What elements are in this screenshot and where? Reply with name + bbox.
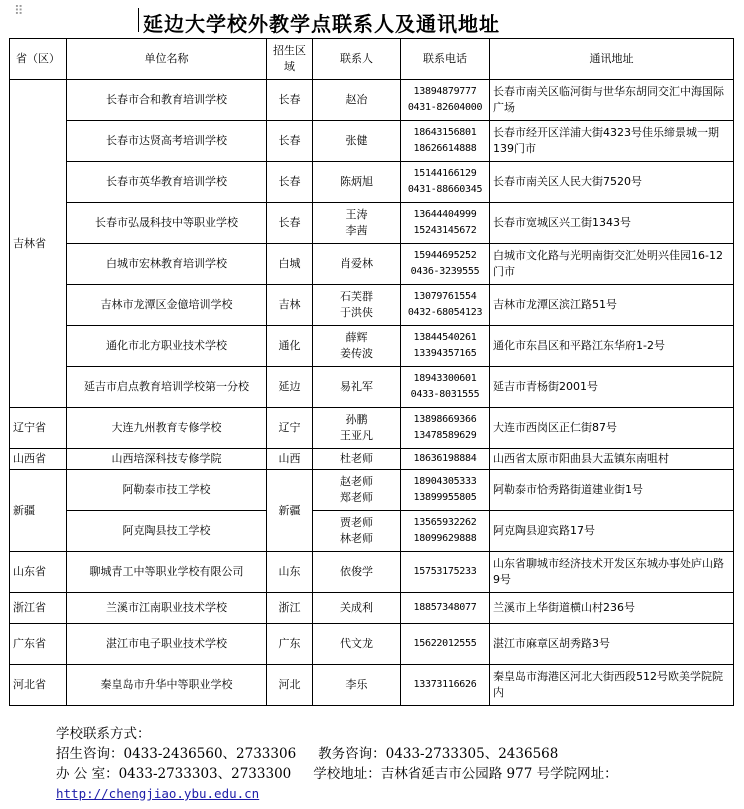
address-cell: 长春市南关区人民大街7520号 [490, 162, 734, 203]
phone-cell [401, 121, 490, 162]
academic-phone: 教务咨询：0433-2733305、2436568 [318, 746, 559, 762]
contact-cell [313, 162, 401, 203]
unit-name-cell: 阿勒泰市技工学校 [67, 470, 267, 511]
province-cell: 辽宁省 [10, 408, 67, 449]
phone-number: 0433-8031555 [410, 389, 480, 400]
phone-number: 15243145672 [413, 225, 477, 236]
phone-cell [401, 203, 490, 244]
area-cell: 白城 [267, 244, 313, 285]
phone-number: 15753175233 [413, 566, 477, 577]
contact-name: 赵老师 [340, 475, 373, 488]
area-cell: 吉林 [267, 285, 313, 326]
phone-cell [401, 244, 490, 285]
phone-number: 15944695252 [413, 250, 477, 261]
area-cell: 广东 [267, 624, 313, 665]
unit-name-cell: 长春市达贤高考培训学校 [67, 121, 267, 162]
address-cell: 山西省太原市阳曲县大盂镇东南咀村 [490, 449, 734, 470]
province-cell: 吉林省 [10, 80, 67, 408]
page-title: 延边大学校外教学点联系人及通讯地址 [143, 12, 500, 36]
text-cursor [138, 8, 139, 32]
area-cell: 长春 [267, 121, 313, 162]
area-cell: 新疆 [267, 470, 313, 552]
unit-name-cell: 长春市弘晟科技中等职业学校 [67, 203, 267, 244]
phone-number: 18857348077 [413, 602, 477, 613]
table-row [10, 449, 734, 470]
school-contact-footer [56, 724, 618, 804]
phone-number: 18643156801 [413, 127, 477, 138]
table-row [10, 511, 734, 552]
contact-cell [313, 80, 401, 121]
table-row [10, 552, 734, 593]
phone-cell [401, 449, 490, 470]
province-cell: 广东省 [10, 624, 67, 665]
address-cell: 长春市经开区洋浦大街4323号佳乐缔景城一期139门市 [490, 121, 734, 162]
table-row [10, 367, 734, 408]
table-row [10, 593, 734, 624]
address-cell: 长春市南关区临河街与世华东胡同交汇中海国际广场 [490, 80, 734, 121]
website-link[interactable]: http://chengjiao.ybu.edu.cn [56, 786, 260, 801]
table-row [10, 470, 734, 511]
table-row [10, 162, 734, 203]
header-address: 通讯地址 [490, 39, 734, 80]
unit-name-cell: 通化市北方职业技术学校 [67, 326, 267, 367]
contact-cell [313, 449, 401, 470]
contact-cell [313, 470, 401, 511]
phone-number: 13894879777 [413, 86, 477, 97]
area-cell: 浙江 [267, 593, 313, 624]
phone-cell [401, 552, 490, 593]
contact-name: 关成利 [340, 601, 373, 614]
unit-name-cell: 大连九州教育专修学校 [67, 408, 267, 449]
phone-number: 18943300601 [413, 373, 477, 384]
contact-cell [313, 665, 401, 706]
phone-cell [401, 665, 490, 706]
header-contact: 联系人 [313, 39, 401, 80]
phone-cell [401, 408, 490, 449]
contact-cell [313, 244, 401, 285]
phone-number: 13394357165 [413, 348, 477, 359]
unit-name-cell: 聊城青工中等职业学校有限公司 [67, 552, 267, 593]
contact-cell [313, 552, 401, 593]
contact-cell [313, 285, 401, 326]
address-cell: 秦皇岛市海港区河北大街西段512号欧美学院院内 [490, 665, 734, 706]
phone-number: 18626614888 [413, 143, 477, 154]
contact-name: 张健 [345, 134, 368, 147]
phone-number: 18636198884 [413, 453, 477, 464]
contact-name: 贾老师 [340, 516, 373, 529]
contact-name: 林老师 [340, 532, 373, 545]
contact-name: 杜老师 [340, 452, 373, 465]
contact-cell [313, 203, 401, 244]
province-cell: 山东省 [10, 552, 67, 593]
phone-number: 0432-68054123 [407, 307, 483, 318]
phone-number: 13478589629 [413, 430, 477, 441]
contact-name: 孙鹏 [345, 413, 368, 426]
drag-handle-icon[interactable]: ⠿ [14, 4, 23, 19]
contact-cell [313, 408, 401, 449]
area-cell: 山东 [267, 552, 313, 593]
phone-number: 15144166129 [413, 168, 477, 179]
phone-cell [401, 470, 490, 511]
office-phone: 办 公 室：0433-2733303、2733300 [56, 766, 292, 782]
contact-table [9, 38, 734, 706]
area-cell: 河北 [267, 665, 313, 706]
contact-name: 李茜 [345, 224, 368, 237]
header-area: 招生区域 [267, 39, 313, 80]
phone-number: 13644404999 [413, 209, 477, 220]
header-phone: 联系电话 [401, 39, 490, 80]
address-cell: 阿克陶县迎宾路17号 [490, 511, 734, 552]
address-cell: 吉林市龙潭区滨江路51号 [490, 285, 734, 326]
table-row [10, 121, 734, 162]
phone-cell [401, 593, 490, 624]
table-row [10, 80, 734, 121]
address-cell: 湛江市麻章区胡秀路3号 [490, 624, 734, 665]
table-row [10, 326, 734, 367]
contact-name: 于洪侠 [340, 306, 373, 319]
phone-cell [401, 367, 490, 408]
phone-number: 13565932262 [413, 517, 477, 528]
contact-name: 易礼军 [340, 380, 373, 393]
province-cell: 浙江省 [10, 593, 67, 624]
phone-number: 0431-88660345 [407, 184, 483, 195]
phone-number: 0431-82604000 [407, 102, 483, 113]
contact-name: 薛辉 [345, 331, 368, 344]
area-cell: 山西 [267, 449, 313, 470]
table-row [10, 203, 734, 244]
unit-name-cell: 吉林市龙潭区金億培训学校 [67, 285, 267, 326]
contact-cell [313, 593, 401, 624]
unit-name-cell: 湛江市电子职业技术学校 [67, 624, 267, 665]
contact-name: 石芙群 [340, 290, 373, 303]
contact-name: 王亚凡 [340, 429, 373, 442]
title-bar [0, 6, 744, 36]
phone-number: 13898669366 [413, 414, 477, 425]
unit-name-cell: 延吉市启点教育培训学校第一分校 [67, 367, 267, 408]
contact-cell [313, 367, 401, 408]
phone-cell [401, 162, 490, 203]
phone-number: 15622012555 [413, 638, 477, 649]
phone-cell [401, 624, 490, 665]
contact-cell [313, 121, 401, 162]
table-row [10, 624, 734, 665]
address-cell: 阿勒泰市恰秀路街道建业街1号 [490, 470, 734, 511]
table-row [10, 408, 734, 449]
unit-name-cell: 长春市英华教育培训学校 [67, 162, 267, 203]
area-cell: 延边 [267, 367, 313, 408]
contact-cell [313, 511, 401, 552]
phone-number: 13844540261 [413, 332, 477, 343]
table-header-row [10, 39, 734, 80]
school-address: 学校地址：吉林省延吉市公园路 977 号学院网址： [313, 766, 618, 782]
address-cell: 白城市文化路与光明南街交汇处明兴佳园16-12门市 [490, 244, 734, 285]
contact-name: 姜传波 [340, 347, 373, 360]
contact-name: 肖爱林 [340, 257, 373, 270]
contact-name: 王涛 [345, 208, 368, 221]
header-unit: 单位名称 [67, 39, 267, 80]
area-cell: 通化 [267, 326, 313, 367]
area-cell: 长春 [267, 80, 313, 121]
province-cell: 山西省 [10, 449, 67, 470]
province-cell: 新疆 [10, 470, 67, 552]
contact-name: 代文龙 [340, 637, 373, 650]
contact-name: 陈炳旭 [340, 175, 373, 188]
address-cell: 长春市宽城区兴工街1343号 [490, 203, 734, 244]
footer-heading: 学校联系方式： [56, 726, 151, 742]
unit-name-cell: 长春市合和教育培训学校 [67, 80, 267, 121]
area-cell: 长春 [267, 162, 313, 203]
province-cell: 河北省 [10, 665, 67, 706]
address-cell: 山东省聊城市经济技术开发区东城办事处庐山路9号 [490, 552, 734, 593]
header-province: 省（区） [10, 39, 67, 80]
area-cell: 长春 [267, 203, 313, 244]
phone-number: 13373116626 [413, 679, 477, 690]
contact-cell [313, 326, 401, 367]
phone-cell [401, 80, 490, 121]
admissions-phone: 招生咨询：0433-2436560、2733306 [56, 746, 297, 762]
contact-name: 郑老师 [340, 491, 373, 504]
unit-name-cell: 兰溪市江南职业技术学校 [67, 593, 267, 624]
address-cell: 通化市东昌区和平路江东华府1-2号 [490, 326, 734, 367]
contact-name: 依俊学 [340, 565, 373, 578]
table-row [10, 285, 734, 326]
contact-name: 赵冶 [345, 93, 368, 106]
phone-number: 0436-3239555 [410, 266, 480, 277]
phone-number: 18099629888 [413, 533, 477, 544]
table-row [10, 244, 734, 285]
phone-number: 18904305333 [413, 476, 477, 487]
address-cell: 延吉市青杨街2001号 [490, 367, 734, 408]
contact-cell [313, 624, 401, 665]
phone-number: 13899955805 [413, 492, 477, 503]
area-cell: 辽宁 [267, 408, 313, 449]
address-cell: 大连市西岗区正仁街87号 [490, 408, 734, 449]
phone-cell [401, 326, 490, 367]
unit-name-cell: 山西培深科技专修学院 [67, 449, 267, 470]
phone-cell [401, 511, 490, 552]
phone-number: 13079761554 [413, 291, 477, 302]
table-row [10, 665, 734, 706]
contact-name: 李乐 [345, 678, 368, 691]
phone-cell [401, 285, 490, 326]
unit-name-cell: 阿克陶县技工学校 [67, 511, 267, 552]
address-cell: 兰溪市上华街道横山村236号 [490, 593, 734, 624]
unit-name-cell: 白城市宏林教育培训学校 [67, 244, 267, 285]
unit-name-cell: 秦皇岛市升华中等职业学校 [67, 665, 267, 706]
